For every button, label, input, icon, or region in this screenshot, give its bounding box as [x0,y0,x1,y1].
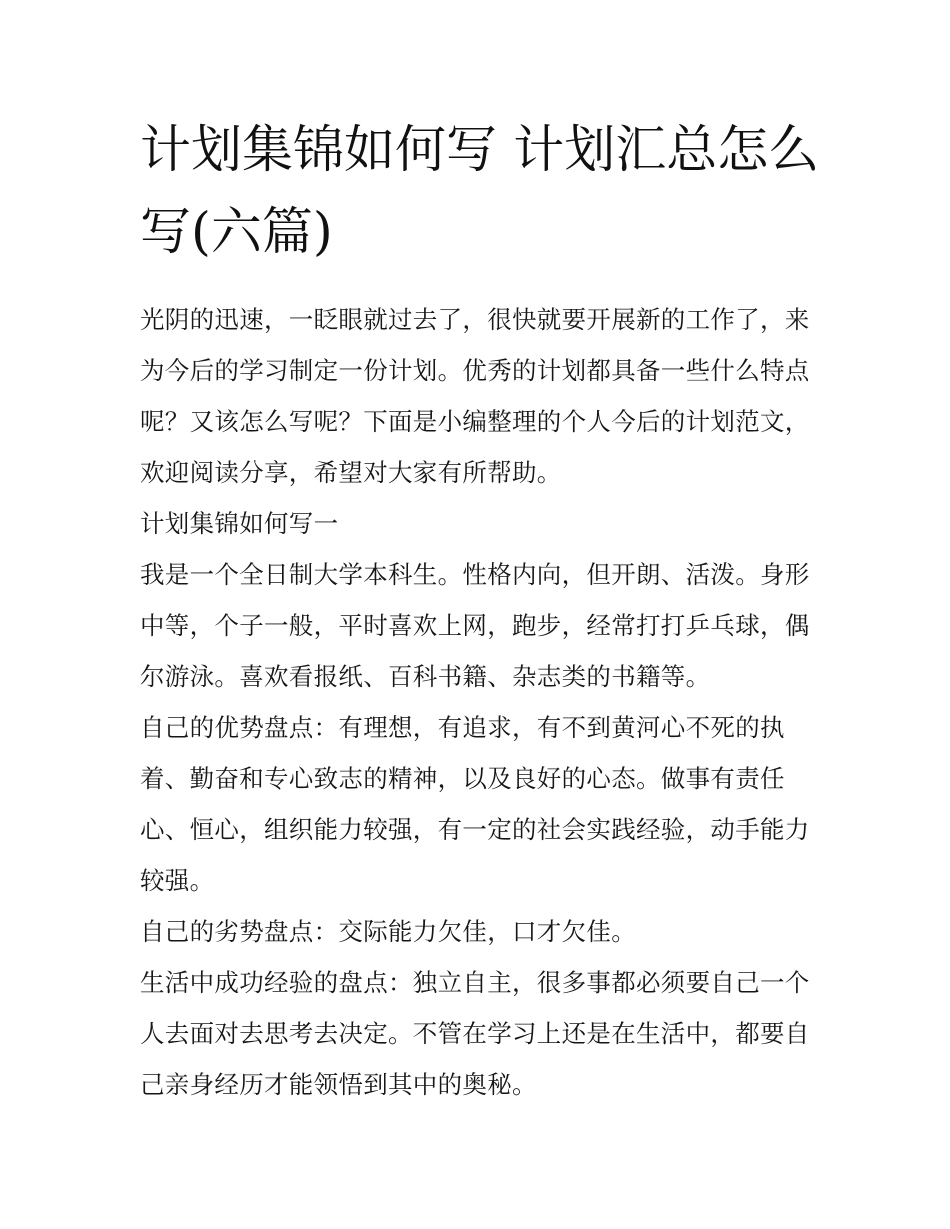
intro-paragraph: 光阴的迅速，一眨眼就过去了，很快就要开展新的工作了，来为今后的学习制定一份计划。优秀的计划都具备一些什么特点呢？又该怎么写呢？下面是小编整理的个人今后的计划范文，欢迎阅读分享，希望对大家有所帮助。 [140,305,810,487]
weaknesses-paragraph: 自己的劣势盘点：交际能力欠佳，口才欠佳。 [140,917,636,946]
document-body [140,294,820,1110]
strengths-paragraph: 自己的优势盘点：有理想，有追求，有不到黄河心不死的执着、勤奋和专心致志的精神，以及良好的心态。做事有责任心、恒心，组织能力较强，有一定的社会实践经验，动手能力较强。 [140,713,810,895]
self-description-paragraph: 我是一个全日制大学本科生。性格内向，但开朗、活泼。身形中等，个子一般，平时喜欢上网，跑步，经常打打乒乓球，偶尔游泳。喜欢看报纸、百科书籍、杂志类的书籍等。 [140,560,810,691]
section-heading: 计划集锦如何写一 [140,509,339,538]
document-page [140,110,820,1110]
experience-paragraph: 生活中成功经验的盘点：独立自主，很多事都必须要自己一个人去面对去思考去决定。不管在学习上还是在生活中，都要自己亲身经历才能领悟到其中的奥秘。 [140,968,810,1099]
document-title: 计划集锦如何写 计划汇总怎么写(六篇) [140,121,820,262]
